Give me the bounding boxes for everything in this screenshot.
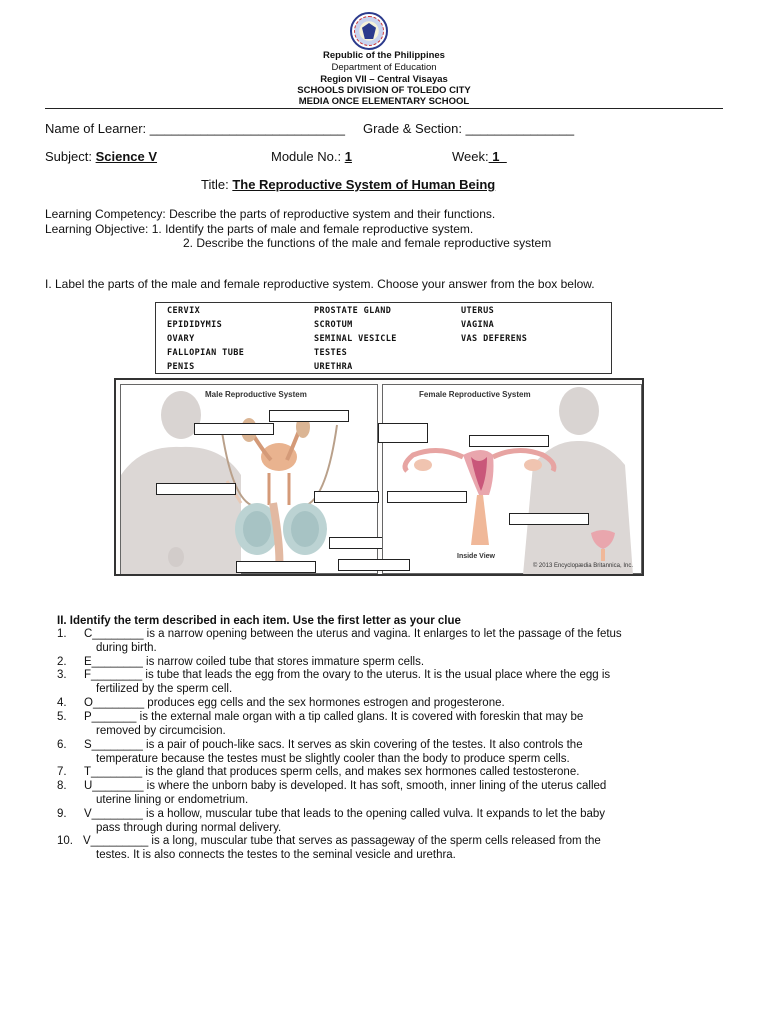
question-item xyxy=(57,711,737,738)
header-divider xyxy=(45,108,723,109)
question-text[interactable]: V________ is a hollow, muscular tube that leads to the opening called vulva. It expands to let the baby xyxy=(84,808,606,820)
word-item: EPIDIDYMIS xyxy=(167,320,223,330)
subject-label: Subject: xyxy=(45,149,96,164)
learning-objective-2: 2. Describe the functions of the male and female reproductive system xyxy=(183,236,552,250)
label-answer-box[interactable] xyxy=(338,559,410,571)
module-label: Module No.: xyxy=(271,149,345,164)
question-number: 4. xyxy=(57,697,67,709)
question-number: 3. xyxy=(57,669,67,681)
question-text-continued: pass through during normal delivery. xyxy=(96,821,282,834)
question-text[interactable]: C________ is a narrow opening between the uterus and vagina. It enlarges to let the passage of the fetus xyxy=(84,628,622,640)
label-answer-box[interactable] xyxy=(236,561,316,573)
word-item: VAS DEFERENS xyxy=(461,334,528,344)
question-number: 5. xyxy=(57,711,67,723)
inside-view-caption: Inside View xyxy=(457,553,495,560)
word-item: URETHRA xyxy=(314,362,353,372)
module-value: 1 xyxy=(344,149,352,164)
page-title: The Reproductive System of Human Being xyxy=(232,177,496,192)
word-item: SCROTUM xyxy=(314,320,353,330)
label-answer-box[interactable] xyxy=(269,410,349,422)
male-diagram-panel xyxy=(120,384,378,574)
name-of-learner-field[interactable]: Name of Learner: ___________________________ xyxy=(45,121,345,136)
label-answer-box[interactable] xyxy=(509,513,589,525)
header-republic: Republic of the Philippines xyxy=(323,50,445,61)
label-answer-box[interactable] xyxy=(194,423,274,435)
word-item: CERVIX xyxy=(167,306,201,316)
copyright-credit: © 2013 Encyclopædia Britannica, Inc. xyxy=(532,563,633,569)
label-answer-box[interactable] xyxy=(469,435,549,447)
female-anatomy-illustration xyxy=(383,385,643,575)
week-value: 1_ xyxy=(488,149,507,164)
question-item xyxy=(57,739,737,766)
section-2-instructions: II. Identify the term described in each item. Use the first letter as your clue xyxy=(57,615,461,627)
word-item: VAGINA xyxy=(461,320,495,330)
question-text[interactable]: U________ is where the unborn baby is developed. It has soft, smooth, inner lining of the uterus called xyxy=(84,780,607,792)
label-answer-box[interactable] xyxy=(156,483,236,495)
label-answer-box[interactable] xyxy=(314,491,379,503)
question-number: 8. xyxy=(57,780,67,792)
word-item: PROSTATE GLAND xyxy=(314,306,392,316)
question-text[interactable]: T________ is the gland that produces sperm cells, and makes sex hormones called testosterone. xyxy=(84,766,580,778)
question-item xyxy=(57,808,737,835)
word-item: UTERUS xyxy=(461,306,495,316)
word-item: OVARY xyxy=(167,334,195,344)
question-item xyxy=(57,766,737,780)
header-department: Department of Education xyxy=(331,62,437,73)
word-item: FALLOPIAN TUBE xyxy=(167,348,245,358)
grade-section-field[interactable]: Grade & Section: _______________ xyxy=(363,121,575,136)
question-text-continued: removed by circumcision. xyxy=(96,724,226,737)
male-diagram-title: Male Reproductive System xyxy=(205,390,307,399)
subject-row xyxy=(45,149,157,164)
question-item xyxy=(57,628,737,655)
learning-competency: Learning Competency: Describe the parts of reproductive system and their functions. xyxy=(45,207,496,221)
female-diagram-panel xyxy=(382,384,642,574)
reproductive-system-diagram xyxy=(114,378,644,576)
week-row xyxy=(452,149,507,164)
title-label: Title: xyxy=(201,177,233,192)
word-item: SEMINAL VESICLE xyxy=(314,334,397,344)
answer-word-box xyxy=(155,302,612,374)
question-text-continued: uterine lining or endometrium. xyxy=(96,793,249,806)
title-row xyxy=(201,177,495,192)
subject-value: Science V xyxy=(95,149,158,164)
female-diagram-title: Female Reproductive System xyxy=(419,390,531,399)
question-number: 2. xyxy=(57,656,67,668)
question-number: 7. xyxy=(57,766,67,778)
question-text[interactable]: P_______ is the external male organ with a tip called glans. It is covered with foreskin that may be xyxy=(84,711,584,723)
question-item xyxy=(57,697,737,711)
question-text-continued: temperature because the testes must be slightly cooler than the body to produce sperm cells. xyxy=(96,752,570,765)
header-school: MEDIA ONCE ELEMENTARY SCHOOL xyxy=(298,96,470,107)
question-number: 1. xyxy=(57,628,67,640)
section-1-instructions: I. Label the parts of the male and female reproductive system. Choose your answer from the box below. xyxy=(45,277,595,291)
question-text[interactable]: O________ produces egg cells and the sex hormones estrogen and progesterone. xyxy=(84,697,505,709)
question-number: 9. xyxy=(57,808,67,820)
question-text-continued: fertilized by the sperm cell. xyxy=(96,682,233,695)
question-text[interactable]: E________ is narrow coiled tube that stores immature sperm cells. xyxy=(84,656,425,668)
module-row xyxy=(271,149,352,164)
question-number: 10. xyxy=(57,835,73,847)
question-text[interactable]: S________ is a pair of pouch-like sacs. It serves as skin covering of the testes. It also controls the xyxy=(84,739,583,751)
question-text-continued: testes. It is also connects the testes to the seminal vesicle and urethra. xyxy=(96,848,456,861)
learning-objective-1: Learning Objective: 1. Identify the parts of male and female reproductive system. xyxy=(45,222,474,236)
question-item xyxy=(57,780,737,807)
label-answer-box[interactable] xyxy=(378,423,428,443)
question-item xyxy=(57,669,737,696)
word-item: TESTES xyxy=(314,348,348,358)
deped-seal-logo xyxy=(350,12,388,50)
label-answer-box[interactable] xyxy=(387,491,467,503)
question-item xyxy=(57,656,737,670)
question-text[interactable]: F________ is tube that leads the egg from the ovary to the uterus. It is the usual place where the egg is xyxy=(84,669,611,681)
question-number: 6. xyxy=(57,739,67,751)
word-item: PENIS xyxy=(167,362,195,372)
question-text-continued: during birth. xyxy=(96,641,157,654)
question-item xyxy=(57,835,737,862)
week-label: Week: xyxy=(452,149,489,164)
header-region: Region VII – Central Visayas xyxy=(320,74,448,85)
question-text[interactable]: V_________ is a long, muscular tube that serves as passageway of the sperm cells released from the xyxy=(83,835,601,847)
header-division: SCHOOLS DIVISION OF TOLEDO CITY xyxy=(297,85,471,96)
